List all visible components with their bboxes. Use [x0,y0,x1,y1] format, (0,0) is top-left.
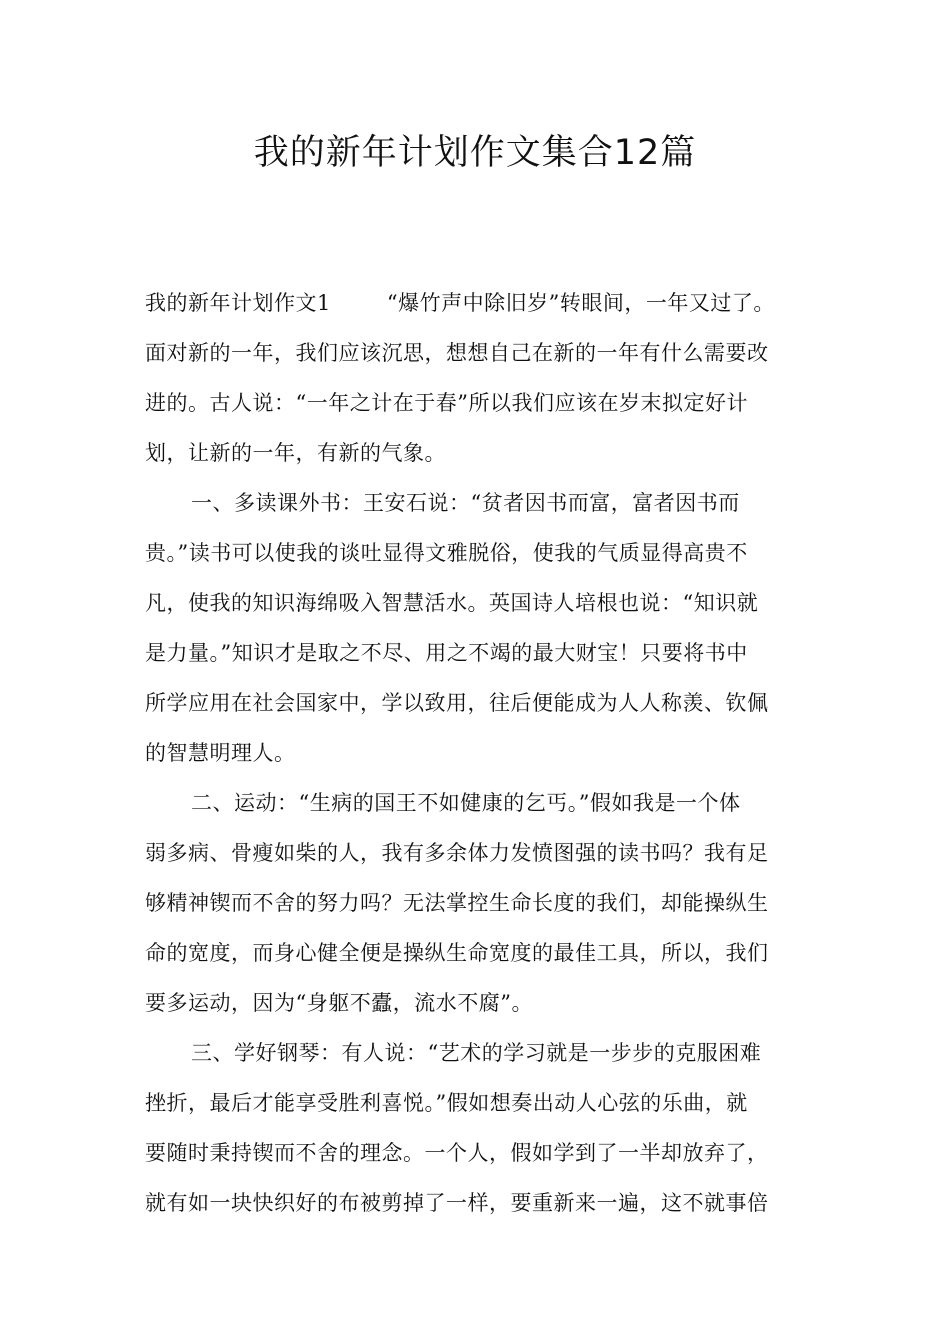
paragraph-line: 弱多病、骨瘦如柴的人，我有多余体力发愤图强的读书吗？我有足 [145,841,769,865]
paragraph-line: 够精神锲而不舍的努力吗？无法掌控生命长度的我们，却能操纵生 [145,891,769,915]
paragraph-line: 一、多读课外书：王安石说：“贫者因书而富，富者因书而 [191,491,740,515]
paragraph-line: 二、运动：“生病的国王不如健康的乞丐。”假如我是一个体 [191,791,741,815]
paragraph-line: 划，让新的一年，有新的气象。 [145,441,446,465]
paragraph-line: 凡，使我的知识海绵吸入智慧活水。英国诗人培根也说：“知识就 [145,591,759,615]
paragraph-line [145,278,825,328]
paragraph-line: 的智慧明理人。 [145,741,296,765]
paragraph-line: 进的。古人说：“一年之计在于春”所以我们应该在岁末拟定好计 [145,391,748,415]
paragraph-line: 面对新的一年，我们应该沉思，想想自己在新的一年有什么需要改 [145,341,769,365]
document-title: 我的新年计划作文集合12篇 [253,133,697,173]
paragraph-line: 要随时秉持锲而不舍的理念。一个人，假如学到了一半却放弃了， [145,1141,769,1165]
paragraph-line: 是力量。”知识才是取之不尽、用之不竭的最大财宝！只要将书中 [145,641,748,665]
paragraph-line: 三、学好钢琴：有人说：“艺术的学习就是一步步的克服困难 [191,1041,762,1065]
paragraph-line: 命的宽度，而身心健全便是操纵生命宽度的最佳工具，所以，我们 [145,941,769,965]
essay-heading: 我的新年计划作文1 [145,291,331,315]
paragraph-line: 要多运动，因为“身躯不蠹，流水不腐”。 [145,991,533,1015]
paragraph-line: 挫折，最后才能享受胜利喜悦。”假如想奏出动人心弦的乐曲，就 [145,1091,748,1115]
document-body [145,278,825,1228]
paragraph-line: 就有如一块快织好的布被剪掉了一样，要重新来一遍，这不就事倍 [145,1191,769,1215]
paragraph-line: 所学应用在社会国家中，学以致用，往后便能成为人人称羡、钦佩 [145,691,769,715]
paragraph-line: 贵。”读书可以使我的谈吐显得文雅脱俗，使我的气质显得高贵不 [145,541,748,565]
paragraph-text: “爆竹声中除旧岁”转眼间，一年又过了。 [386,291,775,315]
